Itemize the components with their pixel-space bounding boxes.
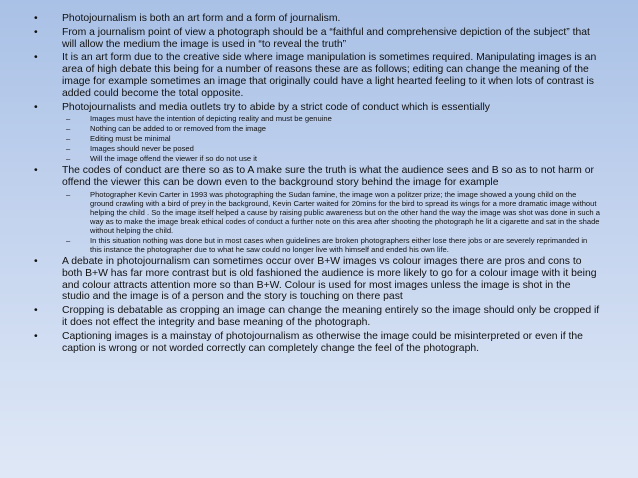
sub-list: [62, 190, 600, 254]
bullet-text: A debate in photojournalism can sometimes occur over B+W images vs colour images there are pros and cons to both B+W has far more contrast but is old fashioned the audience is more likely to go for a colour image with it being and colour attracts attention more so than B+W. Colour is used for most images unless the image is shot in the studio and the image is of a person and the story is touching on there past: [62, 255, 597, 303]
bullet-icon: •: [34, 305, 38, 317]
bullet-item: [34, 256, 600, 303]
bullet-item: [34, 102, 600, 164]
bullet-item: [34, 165, 600, 254]
bullet-item: [34, 305, 600, 329]
bullet-text: The codes of conduct are there so as to A make sure the truth is what the audience sees and B so as to not harm or offend the viewer this can be down even to the background story behind the image for example: [62, 165, 594, 189]
bullet-list: [34, 13, 600, 356]
sub-bullet-text: Images must have the intention of depicting reality and must be genuine: [90, 114, 332, 124]
bullet-text: Cropping is debatable as cropping an image can change the meaning entirely so the image should only be cropped if it does not effect the integrity and base meaning of the photograph.: [62, 305, 600, 328]
sub-bullet-item: [62, 124, 600, 133]
bullet-icon: •: [34, 13, 38, 24]
bullet-item: [34, 13, 600, 25]
sub-bullet-text: Photographer Kevin Carter in 1993 was photographing the Sudan famine, the image won a politzer prize; the image showed a young child on the ground crawling with a bird of prey in the background, Kevin Carter waited for 20mins for the bird to spread its wings for a more dramatic image without helping the child . So the image itself helped a cause by raising public awareness but on the other hand the way the image was shot was done in such a way as to make the image break ethical codes of conduct a further note on this area after shooting the photograph he lit a cigarette and sat in the shade without helping the child.: [90, 189, 600, 235]
dash-icon: –: [66, 124, 71, 134]
bullet-text: Photojournalism is both an art form and a form of journalism.: [62, 13, 341, 24]
dash-icon: –: [66, 114, 71, 124]
dash-icon: –: [66, 134, 71, 144]
sub-bullet-text: Nothing can be added to or removed from the image: [90, 124, 267, 134]
sub-bullet-item: [62, 114, 600, 123]
bullet-icon: •: [34, 52, 38, 64]
sub-bullet-text: Images should never be posed: [90, 144, 194, 154]
dash-icon: –: [66, 189, 71, 199]
dash-icon: –: [66, 235, 71, 245]
sub-bullet-item: [62, 134, 600, 143]
bullet-item: [34, 52, 600, 99]
bullet-item: [34, 331, 600, 355]
bullet-text: It is an art form due to the creative side where image manipulation is sometimes required. Manipulating images is an area of high debate this being for a number of reasons these are as follows; editing can change the meaning of the image for example sometimes an image that originally could have a light hearted feeling to it when lots of contrast is added could become the total opposite.: [62, 52, 597, 99]
sub-bullet-text: Will the image offend the viewer if so do not use it: [90, 154, 258, 164]
bullet-icon: •: [34, 101, 38, 113]
sub-bullet-text: Editing must be minimal: [90, 134, 171, 144]
sub-list: [62, 114, 600, 163]
bullet-icon: •: [34, 330, 38, 342]
bullet-icon: •: [34, 26, 38, 38]
sub-bullet-item: [62, 236, 600, 254]
dash-icon: –: [66, 154, 71, 164]
bullet-icon: •: [34, 255, 38, 267]
bullet-text: From a journalism point of view a photograph should be a “faithful and comprehensive depiction of the subject” that will allow the medium the image is used in “to reveal the truth”: [62, 26, 590, 50]
dash-icon: –: [66, 144, 71, 154]
bullet-icon: •: [34, 165, 38, 177]
sub-bullet-text: In this situation nothing was done but in most cases when guidelines are broken photographers either lose there jobs or are severely reprimanded in this instance the photographer due to what he saw could no longer live with himself and ended his own life.: [90, 235, 588, 254]
sub-bullet-item: [62, 154, 600, 163]
bullet-item: [34, 27, 600, 51]
sub-bullet-item: [62, 190, 600, 235]
bullet-text: Photojournalists and media outlets try to abide by a strict code of conduct which is essentially: [62, 101, 490, 113]
sub-bullet-item: [62, 144, 600, 153]
bullet-text: Captioning images is a mainstay of photojournalism as otherwise the image could be misinterpreted or even if the caption is wrong or not worded correctly can completely change the feel of the photograph.: [62, 330, 583, 354]
